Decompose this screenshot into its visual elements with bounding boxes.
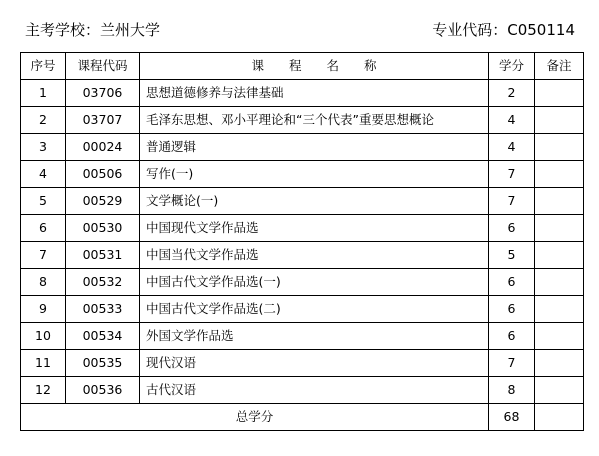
major-code: 专业代码：C050114 [432,21,575,39]
document-header [25,20,575,40]
row-credit: 7 [489,161,535,188]
row-code: 03706 [66,80,140,107]
row-remark [535,377,584,404]
row-credit: 6 [489,215,535,242]
row-no: 9 [21,296,66,323]
table-header [21,53,584,80]
row-remark [535,107,584,134]
table-row [21,242,584,269]
table-row [21,161,584,188]
row-name: 外国文学作品选 [140,323,489,350]
row-name: 思想道德修养与法律基础 [140,80,489,107]
row-name: 普通逻辑 [140,134,489,161]
row-credit: 6 [489,269,535,296]
table-row [21,188,584,215]
row-code: 00506 [66,161,140,188]
header-row [21,53,584,80]
row-name: 毛泽东思想、邓小平理论和“三个代表”重要思想概论 [140,107,489,134]
row-name: 中国古代文学作品选(二) [140,296,489,323]
row-code: 00529 [66,188,140,215]
table-row [21,107,584,134]
table-row [21,296,584,323]
row-code: 00530 [66,215,140,242]
header-name: 课程名称 [140,53,489,80]
table-row [21,215,584,242]
row-code: 00535 [66,350,140,377]
row-no: 11 [21,350,66,377]
row-name: 古代汉语 [140,377,489,404]
row-name: 写作(一) [140,161,489,188]
row-no: 3 [21,134,66,161]
row-code: 03707 [66,107,140,134]
table-row [21,350,584,377]
row-remark [535,188,584,215]
examining-school: 主考学校：兰州大学 [25,21,161,39]
total-label: 总学分 [21,404,489,431]
table-body [21,80,584,431]
table-row [21,134,584,161]
row-remark [535,161,584,188]
row-remark [535,242,584,269]
row-credit: 4 [489,107,535,134]
row-no: 6 [21,215,66,242]
row-code: 00536 [66,377,140,404]
row-no: 7 [21,242,66,269]
header-code: 课程代码 [66,53,140,80]
row-credit: 6 [489,296,535,323]
row-remark [535,134,584,161]
row-credit: 4 [489,134,535,161]
row-no: 5 [21,188,66,215]
total-credit: 68 [489,404,535,431]
row-remark [535,269,584,296]
row-no: 2 [21,107,66,134]
row-credit: 7 [489,188,535,215]
table-row [21,269,584,296]
row-no: 12 [21,377,66,404]
row-name: 文学概论(一) [140,188,489,215]
table-row [21,80,584,107]
row-credit: 8 [489,377,535,404]
row-no: 4 [21,161,66,188]
row-code: 00534 [66,323,140,350]
row-code: 00531 [66,242,140,269]
row-name: 中国古代文学作品选(一) [140,269,489,296]
row-remark [535,80,584,107]
row-remark [535,215,584,242]
row-name: 现代汉语 [140,350,489,377]
row-code: 00532 [66,269,140,296]
row-credit: 2 [489,80,535,107]
table-row [21,323,584,350]
row-code: 00024 [66,134,140,161]
row-credit: 7 [489,350,535,377]
course-table [20,52,584,431]
row-remark [535,350,584,377]
row-no: 10 [21,323,66,350]
row-code: 00533 [66,296,140,323]
header-no: 序号 [21,53,66,80]
row-no: 1 [21,80,66,107]
total-row [21,404,584,431]
row-no: 8 [21,269,66,296]
header-credit: 学分 [489,53,535,80]
row-credit: 5 [489,242,535,269]
row-remark [535,323,584,350]
header-remark: 备注 [535,53,584,80]
row-name: 中国当代文学作品选 [140,242,489,269]
row-credit: 6 [489,323,535,350]
total-remark [535,404,584,431]
row-remark [535,296,584,323]
table-row [21,377,584,404]
row-name: 中国现代文学作品选 [140,215,489,242]
